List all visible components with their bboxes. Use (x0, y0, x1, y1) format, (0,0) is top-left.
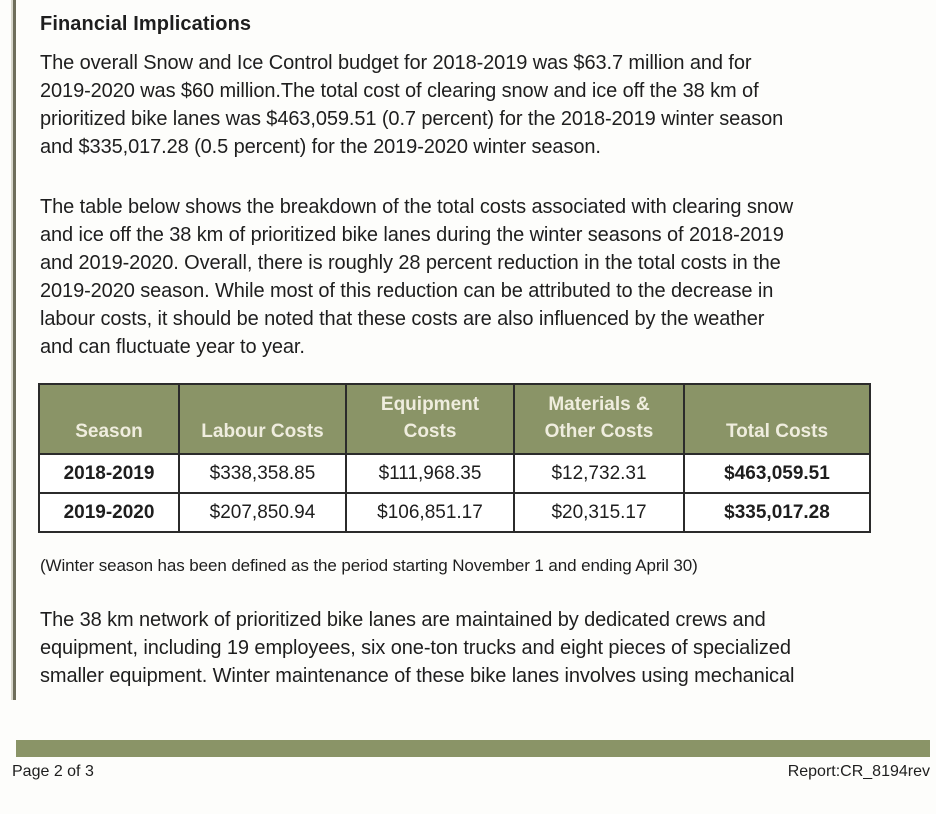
column-header-labour-costs: Labour Costs (179, 384, 346, 454)
paragraph-maintenance (40, 606, 794, 690)
cell-labour-costs: $207,850.94 (179, 493, 346, 532)
column-header-total-costs: Total Costs (684, 384, 870, 454)
footer-accent-bar (16, 740, 930, 757)
left-margin-rule (13, 0, 16, 700)
cell-total-costs: $335,017.28 (684, 493, 870, 532)
column-header-equipment-costs: Equipment Costs (346, 384, 514, 454)
paragraph-line: 2019-2020 was $60 million.The total cost of clearing snow and ice off the 38 km of (40, 80, 759, 102)
cell-season: 2019-2020 (39, 493, 179, 532)
report-id-label: Report:CR_8194rev (787, 763, 930, 780)
paragraph-line: and ice off the 38 km of prioritized bike lanes during the winter seasons of 2018-2019 (40, 224, 784, 246)
paragraph-line: prioritized bike lanes was $463,059.51 (0.7 percent) for the 2018-2019 winter season (40, 108, 784, 130)
paragraph-line: The 38 km network of prioritized bike lanes are maintained by dedicated crews and (40, 609, 766, 631)
table-row (39, 493, 870, 532)
cell-labour-costs: $338,358.85 (179, 454, 346, 493)
cell-equipment-costs: $111,968.35 (346, 454, 514, 493)
paragraph-line: smaller equipment. Winter maintenance of these bike lanes involves using mechanical (40, 665, 795, 687)
paragraph-line: labour costs, it should be noted that these costs are also influenced by the weather (40, 308, 765, 330)
paragraph-line: 2019-2020 season. While most of this reduction can be attributed to the decrease in (40, 280, 774, 302)
paragraph-table-intro (40, 193, 793, 361)
cell-equipment-costs: $106,851.17 (346, 493, 514, 532)
cell-materials-other-costs: $20,315.17 (514, 493, 684, 532)
cost-breakdown-table (38, 383, 871, 533)
paragraph-budget-overview (40, 49, 783, 161)
page-title: Financial Implications (40, 13, 252, 35)
paragraph-line: equipment, including 19 employees, six one-ton trucks and eight pieces of specialized (40, 637, 791, 659)
column-header-season: Season (39, 384, 179, 454)
winter-season-note: (Winter season has been defined as the period starting November 1 and ending April 30) (40, 556, 698, 575)
paragraph-line: The table below shows the breakdown of the total costs associated with clearing snow (40, 196, 794, 218)
cell-total-costs: $463,059.51 (684, 454, 870, 493)
paragraph-line: and can fluctuate year to year. (40, 336, 305, 358)
table-row (39, 454, 870, 493)
paragraph-line: and 2019-2020. Overall, there is roughly 28 percent reduction in the total costs in the (40, 252, 781, 274)
paragraph-line: and $335,017.28 (0.5 percent) for the 2019-2020 winter season. (40, 136, 601, 158)
column-header-materials-other-costs: Materials & Other Costs (514, 384, 684, 454)
table-header-row (39, 384, 870, 454)
cell-materials-other-costs: $12,732.31 (514, 454, 684, 493)
cell-season: 2018-2019 (39, 454, 179, 493)
paragraph-line: The overall Snow and Ice Control budget for 2018-2019 was $63.7 million and for (40, 52, 752, 74)
page-number-label: Page 2 of 3 (12, 763, 94, 780)
